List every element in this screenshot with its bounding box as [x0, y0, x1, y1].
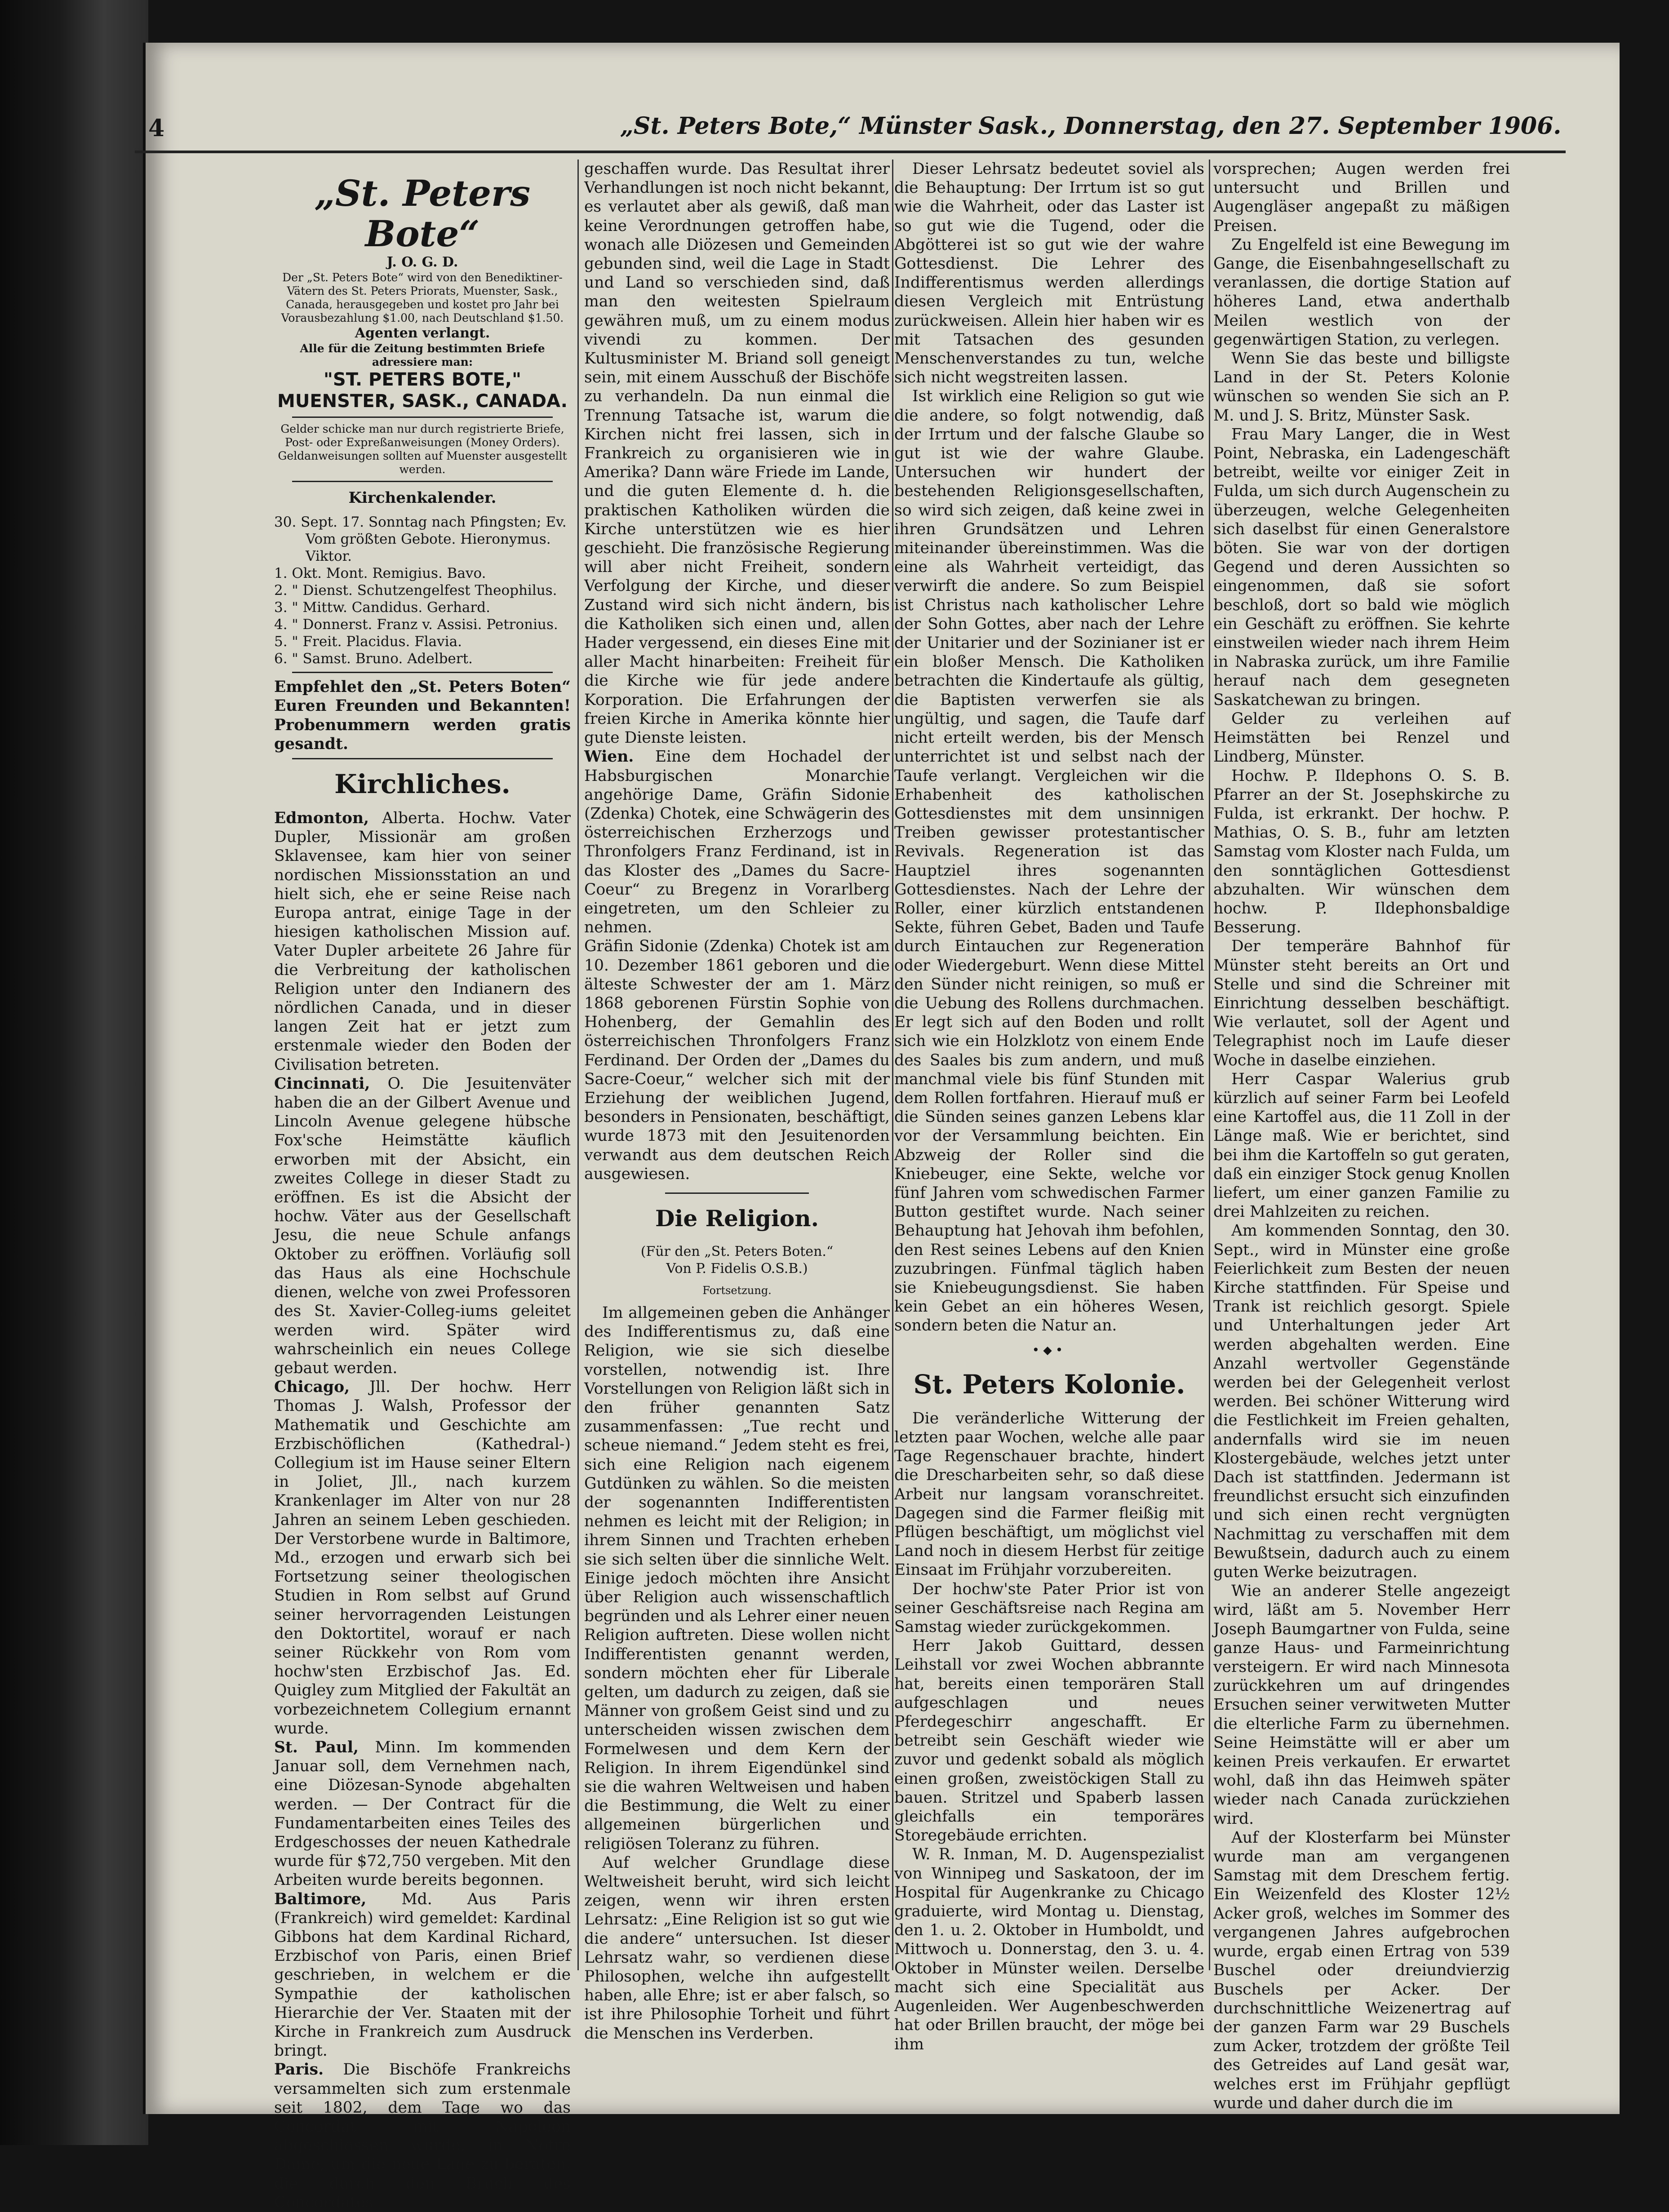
news-text: Minn. Im kommenden Januar soll, dem Vernehmen nach, eine Diözesan-Synode abgehalten werden. — Der Contract für die Fundamentarbeiten eines Teiles des Erdgeschosses der neuen Kathedrale wurde für $72,750 vergeben. Mit den Arbeiten wurde bereits begonnen. — [274, 1738, 571, 1889]
calendar-entry: 6. " Samst. Bruno. Adelbert. — [274, 651, 473, 667]
religion-byline: (Für den „St. Peters Boten.“ — [640, 1243, 834, 1259]
news-text: Die Bischöfe Frankreichs versammelten sich zum erstenmale seit 1802, dem Tage wo das Concordat mit Napoleon abgeschlossen wurde, in Notre Dame, um die neue Lage zu beraten, die durch den Bruch des Concordates — [274, 2061, 571, 2212]
article-paragraph: Ist wirklich eine Religion so gut wie die andere, so folgt notwendig, daß der Irrtum und der falsche Glaube so gut ist wie der wahre Glaube. Untersuchen wir hundert der bestehenden Religionsgesellschaften, so wird sich zeigen, daß keine zwei in ihren Grundsätzen und Lehren miteinander übereinstimmen. Was die eine als Wahrheit verteidigt, das verwirft die andere. So zum Beispiel ist Christus nach katholischer Lehre der Sohn Gottes, aber nach der Lehre der Unitarier und der Sozinianer ist er ein bloßer Mensch. Die Katholiken betrachten die Kindertaufe als gültig, die Baptisten verwerfen sie als ungültig, und sagen, die Taufe darf nicht erteilt werden, bis der Mensch unterrichtet ist und selbst nach der Taufe verlangt. Vergleichen wir die Erhabenheit des katholischen Gottesdienstes mit dem unsinnigen Treiben gewisser protestantischer Revivals. Regeneration ist das Hauptziel ihres sogenannten Gottesdienstes. Nach der Lehre der Roller, einer kürzlich entstandenen Sekte, führen Gebet, Baden und Taufe durch Eintauchen zur Regeneration oder Wiedergeburt. Wenn diese Mittel den Sünder nicht reinigen, so muß er die Uebung des Rollens durchmachen. Er legt sich auf den Boden und rollt sich wie ein Holzklotz von einem Ende des Saales bis zum andern, und muß manchmal viele bis fünf Stunden mit dem Rollen fortfahren. Hierauf muß er die Sünden seines ganzen Lebens klar vor der Versammlung beichten. Ein Abzweig der Roller sind die Kniebeuger, eine Sekte, welche vor fünf Jahren vom schwedischen Farmer Button gestiftet wurde. Nach seiner Behauptung hat Jehovah ihm befohlen, den Rest seines Lebens auf den Knien zuzubringen. Fünfmal täglich haben sie Kniebeugungsdienst. Sie haben kein Gebet an ein höheres Wesen, sondern beten die Natur an. — [894, 387, 1204, 1335]
article-paragraph: Auf welcher Grundlage diese Weltweisheit beruht, wird sich leicht zeigen, wenn wir ihren ersten Lehrsatz: „Eine Religion ist so gut wie die andere“ untersuchen. Ist dieser Lehrsatz wahr, so verdienen diese Philosophen, welche ihn aufgestellt haben, alle Ehre; ist er aber falsch, so ist ihre Philosophie Torheit und führt die Menschen ins Verderben. — [584, 1853, 890, 2043]
news-text: O. Die Jesuitenväter haben die an der Gilbert Avenue und Lincoln Avenue gelegene hübsche Fox'sche Heimstätte käuflich erworben mit der Absicht, ein zweites College in dieser Stadt zu eröffnen. Es ist die Absicht der hochw. Väter aus der Gesellschaft Jesu, die neue Schule anfangs Oktober zu eröffnen. Vorläufig soll das Haus als eine Hochschule dienen, welche von zwei Professoren des St. Xavier-Colleg-iums geleitet werden wird. Später wird wahrscheinlich ein neues College gebaut werden. — [274, 1074, 571, 1377]
calendar-list — [274, 514, 571, 667]
divider — [665, 1192, 809, 1194]
running-head: „St. Peters Bote,“ Münster Sask., Donnerstag, den 27. September 1906. — [620, 112, 1562, 140]
news-text: geschaffen wurde. Das Resultat ihrer Verhandlungen ist noch nicht bekannt, es verlautet aber als gewiß, daß man keine Verordnungen getroffen habe, wonach alle Diözesen und Gemeinden gebunden sind, weil die Lage in Stadt und Land so verschieden sind, daß man den weitesten Spielraum gewähren muß, um zu einem modus vivendi zu kommen. Der Kultusminister M. Briand soll geneigt sein, mit einem Ausschuß der Bischöfe zu verhandeln. Da nun einmal die Trennung Tatsache ist, warum die Kirchen nicht frei lassen, sich in Frankreich zu organisieren wie in Amerika? Dann wäre Friede im Lande, und die guten Elemente d. h. die praktischen Katholiken würden die Kirche unterstützen wie es hier geschieht. Die französische Regierung will aber nicht Freiheit, sondern Verfolgung der Kirche, und dieser Zustand wird sich nicht ändern, bis die Katholiken sich einen und, allen Hader vergessend, ein dieses Eine mit aller Macht hinarbeiten: Freiheit für die Kirche wie für jede andere Korporation. Die Erfahrungen der freien Kirche in Amerika könnte hier gute Dienste leisten. — [584, 160, 890, 747]
article-paragraph: Hochw. P. Ildephons O. S. B. Pfarrer an der St. Josephskirche zu Fulda, ist erkrankt. Der hochw. P. Mathias, O. S. B., fuhr am letzten Samstag vom Kloster nach Fulda, um den sonntäglichen Gottesdienst abzuhalten. Wir wünschen dem hochw. P. Ildephonsbaldige Besserung. — [1213, 767, 1510, 937]
divider — [292, 758, 553, 759]
column-4 — [1213, 160, 1510, 2113]
religion-continuation: Fortsetzung. — [702, 1284, 772, 1297]
article-paragraph: Der temperäre Bahnhof für Münster steht bereits an Ort und Stelle und sind die Schreiner mit Einrichtung desselben beschäftigt. Wie verlautet, soll der Agent und Telegraphist noch im Laufe dieser Woche in daselbe einziehen. — [1213, 937, 1510, 1069]
column-3 — [894, 160, 1204, 2054]
article-paragraph: Wenn Sie das beste und billigste Land in der St. Peters Kolonie wünschen so wenden Sie sich an P. M. und J. S. Britz, Münster Sask. — [1213, 350, 1510, 425]
news-item — [584, 937, 890, 1184]
article-paragraph: Gelder zu verleihen auf Heimstätten bei Renzel und Lindberg, Münster. — [1213, 709, 1510, 766]
news-lead: Wien. — [584, 748, 634, 766]
divider — [292, 672, 553, 673]
news-item — [274, 2060, 571, 2212]
calendar-entry: 3. " Mittw. Candidus. Gerhard. — [274, 599, 490, 616]
header-rule — [135, 151, 1566, 153]
recommend-note: Empfehlet den „St. Peters Boten“ Euren Freunden und Bekannten! Probenummern werden gratis gesandt. — [274, 678, 571, 753]
book-spine-edge — [0, 0, 148, 2145]
news-lead: Chicago, — [274, 1378, 350, 1396]
masthead-address-line2: MUENSTER, SASK., CANADA. — [277, 391, 568, 412]
news-lead: St. Paul, — [274, 1738, 359, 1756]
page-number: 4 — [148, 115, 165, 142]
article-paragraph: Zu Engelfeld ist eine Bewegung im Gange, die Eisenbahngesellschaft zu veranlassen, die dortige Station auf höheres Land, etwa anderthalb Meilen westlich von der gegenwärtigen Station, zu verlegen. — [1213, 235, 1510, 349]
news-item — [584, 160, 890, 747]
article-paragraph: Der hochw'ste Pater Prior ist von seiner Geschäftsreise nach Regina am Samstag wieder zurückgekommen. — [894, 1580, 1204, 1636]
kirchliches-heading: Kirchliches. — [334, 769, 510, 800]
news-text: Gräfin Sidonie (Zdenka) Chotek ist am 10. Dezember 1861 geboren und die älteste Schwester der am 1. März 1868 geborenen Fürstin Sophie von Hohenberg, der Gemahlin des österreichischen Thronfolgers Franz Ferdinand. Der Orden der „Dames du Sacre-Coeur,“ welcher sich mit der Erziehung der weiblichen Jugend, besonders in Pensionaten, beschäftigt, wurde 1873 mit den Jesuitenorden verwandt aus dem deutschen Reich ausgewiesen. — [584, 937, 890, 1183]
news-item — [274, 1378, 571, 1738]
calendar-entry: 4. " Donnerst. Franz v. Assisi. Petronius. — [274, 616, 558, 633]
column-1 — [274, 160, 571, 2212]
calendar-entry: 5. " Freit. Placidus. Flavia. — [274, 634, 462, 650]
article-paragraph: Wie an anderer Stelle angezeigt wird, läßt am 5. November Herr Joseph Baumgartner von Fulda, seine ganze Haus- und Farmeinrichtung versteigern. Er wird nach Minnesota zurückkehren um auf dringendes Ersuchen seiner verwitweten Mutter die elterliche Farm zu übernehmen. Seine Heimstätte will er aber um keinen Preis verkaufen. Er erwartet wohl, daß ihn das Heimweh später wieder nach Canada zurückziehen wird. — [1213, 1582, 1510, 1828]
masthead-money-note: Gelder schicke man nur durch registrierte Briefe, Post- oder Expreßanweisungen (Money Orders). Geldanweisungen sollten auf Muenster ausgestellt werden. — [278, 422, 567, 476]
article-paragraph: Herr Caspar Walerius grub kürzlich auf seiner Farm bei Leofeld eine Kartoffel aus, die 11 Zoll in der Länge maß. Wie er berichtet, sind bei ihm die Kartoffeln so gut geraten, daß ein einziger Stock genug Knollen liefert, um einer ganzen Familie zu drei Mahlzeiten zu reichen. — [1213, 1070, 1510, 1221]
news-lead: Cincinnati, — [274, 1074, 370, 1093]
masthead-motto: J. O. G. D. — [386, 254, 458, 270]
religion-byline: Von P. Fidelis O.S.B.) — [666, 1260, 808, 1277]
news-lead: Baltimore, — [274, 1890, 367, 1908]
article-paragraph: Auf der Klosterfarm bei Münster wurde man am vergangenen Samstag mit dem Dreschem fertig. Ein Weizenfeld des Kloster 12½ Acker groß, welches im Sommer des vergangenen Jahres aufgebrochen wurde, ergab einen Ertrag von 539 Buschel oder dreiundvierzig Buschels per Acker. Der durchschnittliche Weizenertrag auf der ganzen Farm war 29 Buschels zum Acker, trotzdem der größte Teil des Getreides auf Land gesät war, welches erst im Frühjahr gepflügt wurde und daher durch die im — [1213, 1828, 1510, 2112]
news-text: Eine dem Hochadel der Habsburgischen Monarchie angehörige Dame, Gräfin Sidonie (Zdenka) Chotek, eine Schwägerin des österreichischen Erzherzogs und Thronfolgers Franz Ferdinand, ist in das Kloster des „Dames du Sacre-Coeur“ zu Bregenz in Vorarlberg eingetreten, um den Schleier zu nehmen. — [584, 748, 890, 937]
masthead-address-note: Alle für die Zeitung bestimmten Briefe adressiere man: — [300, 342, 545, 368]
column-rule — [577, 160, 579, 1970]
masthead-intro: Der „St. Peters Bote“ wird von den Benediktiner-Vätern des St. Peters Priorats, Muenster, Sask., Canada, herausgegeben und kostet pro Jahr bei Vorausbezahlung $1.00, nach Deutschland $1.50. — [281, 271, 564, 324]
religion-heading: Die Religion. — [655, 1205, 819, 1232]
news-text: Jll. Der hochw. Herr Thomas J. Walsh, Professor der Mathematik und Geschichte am Erzbischöflichen (Kathedral-) Collegium ist im Hause seiner Eltern in Joliet, Jll., nach kurzem Krankenlager im Alter von nur 28 Jahren an seinem Leben geschieden. Der Verstorbene wurde in Baltimore, Md., erzogen und erwarb sich bei Fortsetzung seiner theologischen Studien in Rom selbst auf Grund seiner hervorragenden Leistungen den Doktortitel, worauf er nach seiner Rückkehr von Rom vom hochw'sten Erzbischof Jas. Ed. Quigley zum Mitglied der Fakultät an vorbezeichnetem Collegium ernannt wurde. — [274, 1378, 571, 1738]
column-2 — [584, 160, 890, 2043]
ornament-divider: •⬥• — [1032, 1342, 1067, 1357]
divider — [292, 481, 553, 482]
article-paragraph: Im allgemeinen geben die Anhänger des Indifferentismus zu, daß eine Religion, wie sie sich dieselbe vorstellen, notwendig ist. Ihre Vorstellungen von Religion läßt sich in den früher genannten Satz zusammenfassen: „Tue recht und scheue niemand.“ Jedem steht es frei, sich eine Religion nach eigenem Gutdünken zu wählen. So die meisten der sogenannten Indifferentisten nehmen es leicht mit der Religion; in ihrem Sinnen und Trachten erheben sie sich selten über die sinnliche Welt. Einige jedoch möchten ihre Ansicht über Religion auch wissenschaftlich begründen und als Lehrer einer neuen Religion auftreten. Diese wollen nicht Indifferentisten genannt werden, sondern möchten eher für Liberale gelten, um dadurch zu zeigen, daß sie Männer von großem Geist sind und zu unterscheiden wissen zwischen dem Formelwesen und dem Kern der Religion. In ihrem Eigendünkel sind sie die wahren Weltweisen und haben die Bestimmung, die Welt zu einer allgemeinen bürgerlichen und religiösen Toleranz zu führen. — [584, 1303, 890, 1853]
article-paragraph: Die veränderliche Witterung der letzten paar Wochen, welche alle paar Tage Regenschauer brachte, hindert die Drescharbeiten sehr, so daß diese Arbeit nur langsam voranschreitet. Dagegen sind die Farmer fleißig mit Pflügen beschäftigt, um möglichst viel Land noch in diesem Herbst für zeitige Einsaat im Frühjahr vorzubereiten. — [894, 1409, 1204, 1579]
divider — [292, 417, 553, 418]
news-item — [584, 747, 890, 937]
news-item — [274, 1738, 571, 1890]
column-rule — [892, 160, 893, 1970]
article-paragraph: vorsprechen; Augen werden frei untersucht und Brillen und Augengläser angepaßt zu mäßigen Preisen. — [1213, 160, 1510, 235]
news-text: Alberta. Hochw. Vater Dupler, Missionär am großen Sklavensee, kam hier von seiner nordischen Missionsstation an und hielt sich, ehe er seine Reise nach Europa antrat, einige Tage in der hiesigen katholischen Mission auf. Vater Dupler arbeitete 26 Jahre für die Verbreitung der katholischen Religion unter den Indianern des nördlichen Canada, und in dieser langen Zeit hat er jetzt zum erstenmale wieder den Boden der Civilisation betreten. — [274, 809, 571, 1074]
news-item — [274, 1890, 571, 2061]
news-lead: Paris. — [274, 2061, 324, 2079]
article-paragraph: Herr Jakob Guittard, dessen Leihstall vor zwei Wochen abbrannte hat, bereits einen temporären Stall aufgeschlagen und neues Pferdegeschirr angeschafft. Er betreibt sein Geschäft wieder wie zuvor und gedenkt sobald als möglich einen großen, zweistöckigen Stall zu bauen. Stritzel und Spaberb lassen gleichfalls ein temporäres Storegebäude errichten. — [894, 1637, 1204, 1845]
column-rule — [1209, 160, 1210, 1970]
calendar-entry: 2. " Dienst. Schutzengelfest Theophilus. — [274, 582, 557, 599]
news-item — [274, 1074, 571, 1378]
kolonie-heading: St. Peters Kolonie. — [913, 1369, 1185, 1400]
article-paragraph: Frau Mary Langer, die in West Point, Nebraska, ein Ladengeschäft betreibt, weilte vor einiger Zeit in Fulda, um sich durch Augenschein zu überzeugen, welche Gelegenheiten sich daselbst für einen Generalstore böten. Sie war von der dortigen Gegend und deren Aussichten so eingenommen, daß sie sofort beschloß, dort so bald wie möglich ein Geschäft zu eröffnen. Sie kehrte einstweilen wieder nach ihrem Heim in Nabraska zurück, um ihre Familie herauf nach dem gesegneten Saskatchewan zu bringen. — [1213, 425, 1510, 709]
calendar-entry: 30. Sept. 17. Sonntag nach Pfingsten; Ev. Vom größten Gebote. Hieronymus. Viktor. — [274, 514, 567, 565]
calendar-entry: 1. Okt. Mont. Remigius. Bavo. — [274, 565, 486, 582]
masthead-title: „St. Peters Bote“ — [314, 172, 531, 255]
calendar-heading: Kirchenkalender. — [348, 489, 497, 507]
article-paragraph: Am kommenden Sonntag, den 30. Sept., wird in Münster eine große Feierlichkeit zum Besten der neuen Kirche stattfinden. Für Speise und Trank ist reichlich gesorgt. Spiele und Unterhaltungen jeder Art werden abgehalten werden. Eine Anzahl wertvoller Gegenstände werden bei der Gelegenheit verlost werden. Bei schöner Witterung wird die Festlichkeit im Freien gehalten, andernfalls wird sie im neuen Klostergebäude, welches jetzt unter Dach ist stattfinden. Jedermann ist freundlichst ersucht sich einzufinden und sich einen recht vergnügten Nachmittag zu verschaffen mit dem Bewußtsein, dadurch auch zu einem guten Werke beizutragen. — [1213, 1222, 1510, 1582]
masthead-agents: Agenten verlangt. — [355, 325, 490, 341]
news-text: Md. Aus Paris (Frankreich) wird gemeldet: Kardinal Gibbons hat dem Kardinal Richard, Erzbischof von Paris, einen Brief geschrieben, in welchem er die Sympathie der katholischen Hierarchie der Ver. Staaten mit der Kirche in Frankreich zum Ausdruck bringt. — [274, 1890, 571, 2060]
article-paragraph: W. R. Inman, M. D. Augenspezialist von Winnipeg und Saskatoon, der im Hospital für Augenkranke zu Chicago graduierte, wird Montag u. Dienstag, den 1. u. 2. Oktober in Humboldt, und Mittwoch u. Donnerstag, den 3. u. 4. Oktober in Münster weilen. Derselbe macht sich eine Specialität aus Augenleiden. Wer Augenbeschwerden hat oder Brillen braucht, der möge bei ihm — [894, 1845, 1204, 2053]
news-lead: Edmonton, — [274, 809, 369, 828]
news-item — [274, 809, 571, 1074]
masthead-address-line1: "ST. PETERS BOTE," — [324, 369, 521, 390]
article-paragraph: Dieser Lehrsatz bedeutet soviel als die Behauptung: Der Irrtum ist so gut wie die Wahrheit, oder das Laster ist so gut wie die Tugend, oder die Abgötterei ist so gut wie der wahre Gottesdienst. Die Lehrer des Indifferentismus werden allerdings diesen Vergleich mit Entrüstung zurückweisen. Allein hier haben wir es mit Tatsachen des gesunden Menschenverstandes zu tun, welche sich nicht wegstreiten lassen. — [894, 160, 1204, 387]
